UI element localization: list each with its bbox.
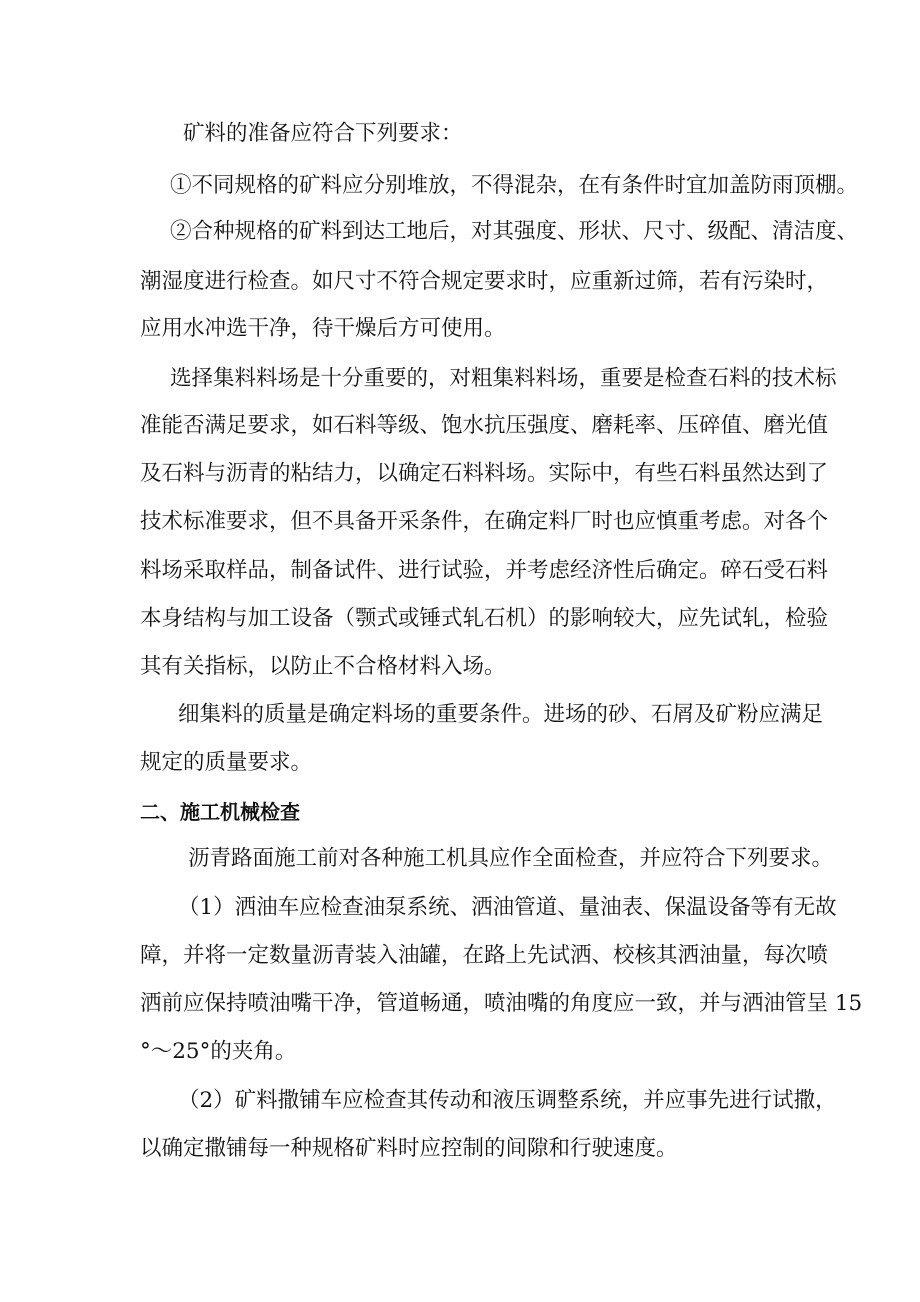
paragraph-line: °～25°的夹角。 (140, 1039, 297, 1064)
paragraph-line: 技术标准要求，但不具备开采条件，在确定料厂时也应慎重考虑。对各个 (140, 509, 829, 534)
paragraph-line: 规定的质量要求。 (140, 750, 313, 775)
paragraph-line: （2）矿料撒铺车应检查其传动和液压调整系统，并应事先进行试撒， (178, 1088, 837, 1113)
paragraph-line: （1）洒油车应检查油泵系统、洒油管道、量油表、保温设备等有无故 (178, 895, 837, 920)
paragraph-line: 洒前应保持喷油嘴干净，管道畅通，喷油嘴的角度应一致，并与洒油管呈 15 (140, 991, 863, 1016)
paragraph-line: 潮湿度进行检查。如尺寸不符合规定要求时，应重新过筛，若有污染时， (140, 269, 829, 294)
paragraph-line: 料场采取样品，制备试件、进行试验，并考虑经济性后确定。碎石受石料 (140, 558, 829, 583)
paragraph-line: 准能否满足要求，如石料等级、饱水抗压强度、磨耗率、压碎值、磨光值 (140, 413, 829, 438)
section-heading: 二、施工机械检查 (140, 800, 300, 824)
paragraph-line: 细集料的质量是确定料场的重要条件。进场的砂、石屑及矿粉应满足 (178, 702, 824, 727)
paragraph-line: ①不同规格的矿料应分别堆放，不得混杂，在有条件时宜加盖防雨顶棚。 (170, 173, 859, 198)
paragraph-line: 及石料与沥青的粘结力，以确定石料料场。实际中，有些石料虽然达到了 (140, 461, 829, 486)
paragraph-line: 应用水冲选干净，待干燥后方可使用。 (140, 316, 506, 341)
paragraph-line: 本身结构与加工设备（颚式或锤式轧石机）的影响较大，应先试轧，检验 (140, 606, 829, 631)
paragraph-line: 以确定撒铺每一种规格矿料时应控制的间隙和行驶速度。 (140, 1136, 678, 1161)
paragraph-line: 矿料的准备应符合下列要求： (183, 121, 463, 146)
paragraph-line: 障，并将一定数量沥青装入油罐，在路上先试洒、校核其洒油量，每次喷 (140, 943, 829, 968)
paragraph-line: ②合种规格的矿料到达工地后，对其强度、形状、尺寸、级配、清洁度、 (170, 219, 859, 244)
paragraph-line: 沥青路面施工前对各种施工机具应作全面检查，并应符合下列要求。 (188, 846, 834, 871)
paragraph-line: 选择集料料场是十分重要的，对粗集料料场，重要是检查石料的技术标 (170, 366, 837, 391)
paragraph-line: 其有关指标，以防止不合格材料入场。 (140, 654, 506, 679)
